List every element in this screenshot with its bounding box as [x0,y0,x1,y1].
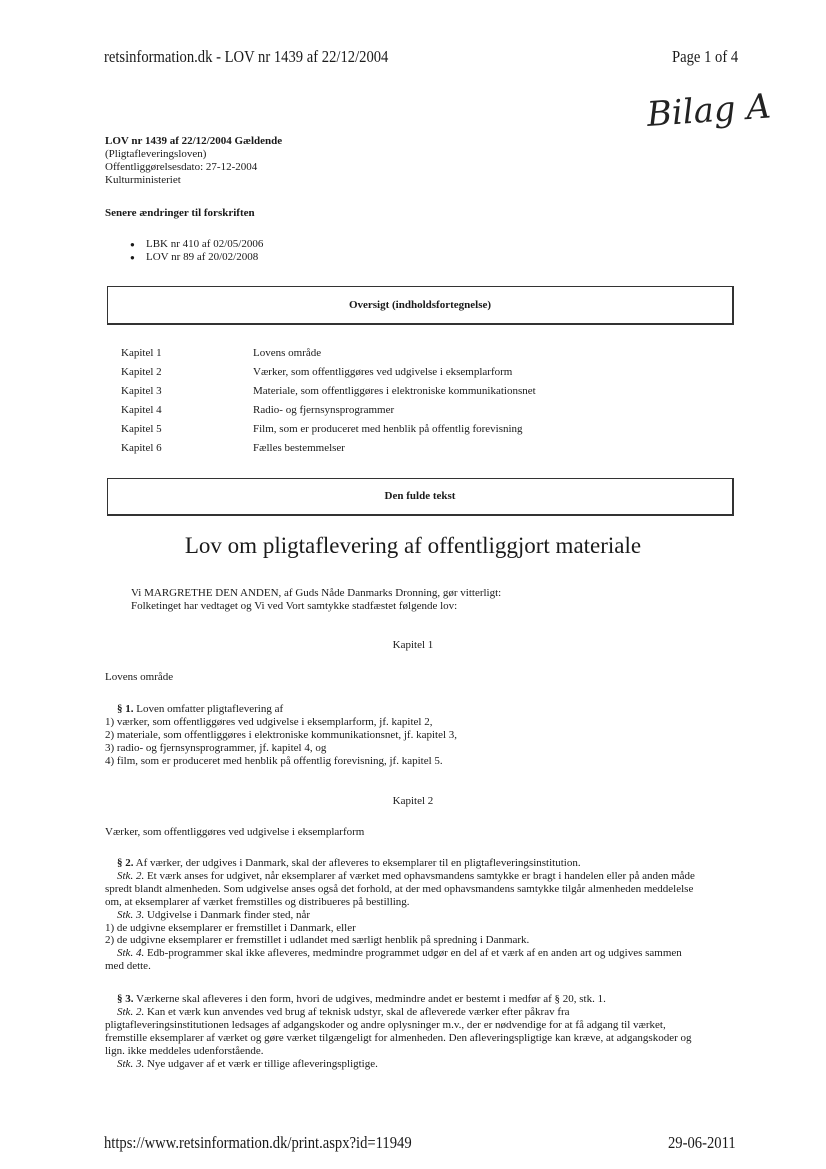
chapter-label: Kapitel 2 [392,795,434,807]
page-number: Page 1 of 4 [672,47,739,66]
paragraph-number: § 1. [117,703,134,715]
text-line: pligtafleveringsinstitutionen ledsages af adgangskoder og andre oplysninger m.v., der er nødvendige for at få adgang til værket, [105,1018,666,1031]
subsection-label: Stk. 2. [117,869,145,882]
paragraph-text: Af værker, der udgives i Danmark, skal der afleveres to eksemplarer til en pligtafleveringsinstitution. [133,857,581,869]
section-2 [105,857,695,973]
paragraph-lead [105,857,695,870]
list-item: 2) de udgivne eksemplarer er fremstillet i udlandet med særligt henblik på spredning i Danmark. [105,934,530,947]
subsection [105,1006,692,1019]
chapter-label: Kapitel 1 [392,639,434,651]
paragraph-text: Værkerne skal afleveres i den form, hvori de udgives, medmindre andet er bestemt i medfør af § 20, stk. 1. [133,993,606,1005]
subsection [105,870,695,883]
toc-title: Film, som er produceret med henblik på offentlig forevisning [253,423,523,435]
subsection-label: Stk. 2. [117,1005,145,1018]
toc-heading-box [107,286,734,325]
preamble [131,587,501,613]
fulltext-heading-box [107,478,734,516]
subsection [105,1058,692,1071]
toc-chapter: Kapitel 5 [121,423,162,435]
amendment-link[interactable]: ● LOV nr 89 af 20/02/2008 [130,251,263,264]
toc-chapter: Kapitel 4 [121,404,162,416]
subsection-label: Stk. 3. [117,1057,145,1070]
section-1 [105,703,457,768]
toc-title: Lovens område [253,347,322,359]
text-line: spredt blandt almenheden. Som udgivelse anses også det forhold, at der med ophavsmandens samtykke tilgår almenheden meddelelse [105,882,694,895]
footer-date: 29-06-2011 [668,1133,736,1152]
toc-heading: Oversigt (indholdsfortegnelse) [348,299,492,311]
paragraph-lead [105,993,692,1006]
text-line: lign. ikke meddeles udenforstående. [105,1044,264,1057]
preamble-line: Vi MARGRETHE DEN ANDEN, af Guds Nåde Danmarks Dronning, gør vitterligt: [131,587,502,599]
list-item: 1) de udgivne eksemplarer er fremstillet i Danmark, eller [105,921,356,934]
annotation-text: Bilag A [645,86,773,136]
fulltext-heading: Den fulde tekst [384,490,456,502]
publication-date: Offentliggørelsesdato: 27-12-2004 [105,161,258,173]
ministry-name: Kulturministeriet [105,174,181,186]
amendments-heading: Senere ændringer til forskriften [105,207,255,219]
subsection [105,947,695,960]
subsection-label: Stk. 4. [117,947,145,960]
subsection-text: Nye udgaver af et værk er tillige afleveringspligtige. [144,1057,378,1070]
list-item: 1) værker, som offentliggøres ved udgivelse i eksemplarform, jf. kapitel 2, [105,715,433,728]
amendments-list [130,238,263,264]
law-meta [105,135,282,187]
toc-chapter: Kapitel 3 [121,385,162,397]
section-3 [105,993,692,1070]
subsection-text: Udgivelse i Danmark finder sted, når [144,908,311,921]
list-item: 4) film, som er produceret med henblik på offentlig forevisning, jf. kapitel 5. [105,754,443,767]
toc-chapter: Kapitel 2 [121,366,162,378]
subsection-label: Stk. 3. [117,908,145,921]
toc-title: Radio- og fjernsynsprogrammer [253,404,395,416]
toc-title: Fælles bestemmelser [253,442,345,454]
footer-url: https://www.retsinformation.dk/print.aspx?id=11949 [104,1133,412,1152]
paragraph-text: Loven omfatter pligtaflevering af [133,703,284,715]
subsection-text: Et værk anses for udgivet, når eksemplarer af værket med ophavsmandens samtykke er bragt i handelen eller på anden måde [144,869,695,882]
toc-title: Værker, som offentliggøres ved udgivelse i eksemplarform [253,366,513,378]
toc-chapter: Kapitel 6 [121,442,162,454]
subsection-text: Edb-programmer skal ikke afleveres, medmindre programmet udgør en del af et værk af en anden art og udgives sammen [144,947,682,960]
toc-chapter: Kapitel 1 [121,347,162,359]
preamble-line: Folketinget har vedtaget og Vi ved Vort samtykke stadfæstet følgende lov: [131,599,458,612]
text-line: om, at eksemplarer af værket fremstilles og distribueres på bestilling. [105,895,410,908]
page-header-title: retsinformation.dk - LOV nr 1439 af 22/12/2004 [104,47,389,66]
text-line: fremstille eksemplarer af værket og gøre værket tilgængeligt for almenheden. Den afleveringspligtige kan kræve, at adgangskoder og [105,1031,692,1044]
paragraph-lead [105,703,457,716]
chapter-title: Lovens område [105,671,174,683]
subsection-text: Kan et værk kun anvendes ved brug af teknisk udstyr, skal de afleverede værker efter påkrav fra [144,1005,570,1018]
toc-title: Materiale, som offentliggøres i elektroniske kommunikationsnet [253,385,536,397]
list-item: 2) materiale, som offentliggøres i elektroniske kommunikationsnet, jf. kapitel 3, [105,728,458,741]
paragraph-number: § 3. [117,993,134,1005]
amendment-link[interactable]: ● LBK nr 410 af 02/05/2006 [130,238,263,251]
law-status-line: LOV nr 1439 af 22/12/2004 Gældende [105,135,283,147]
paragraph-number: § 2. [117,857,134,869]
subsection [105,909,695,922]
handwritten-annotation [645,84,775,144]
list-item: 3) radio- og fjernsynsprogrammer, jf. kapitel 4, og [105,741,327,754]
law-short-name: (Pligtafleveringsloven) [105,148,207,160]
chapter-title: Værker, som offentliggøres ved udgivelse i eksemplarform [105,826,365,838]
text-line: med dette. [105,960,151,973]
law-title: Lov om pligtaflevering af offentliggjort materiale [184,533,642,558]
